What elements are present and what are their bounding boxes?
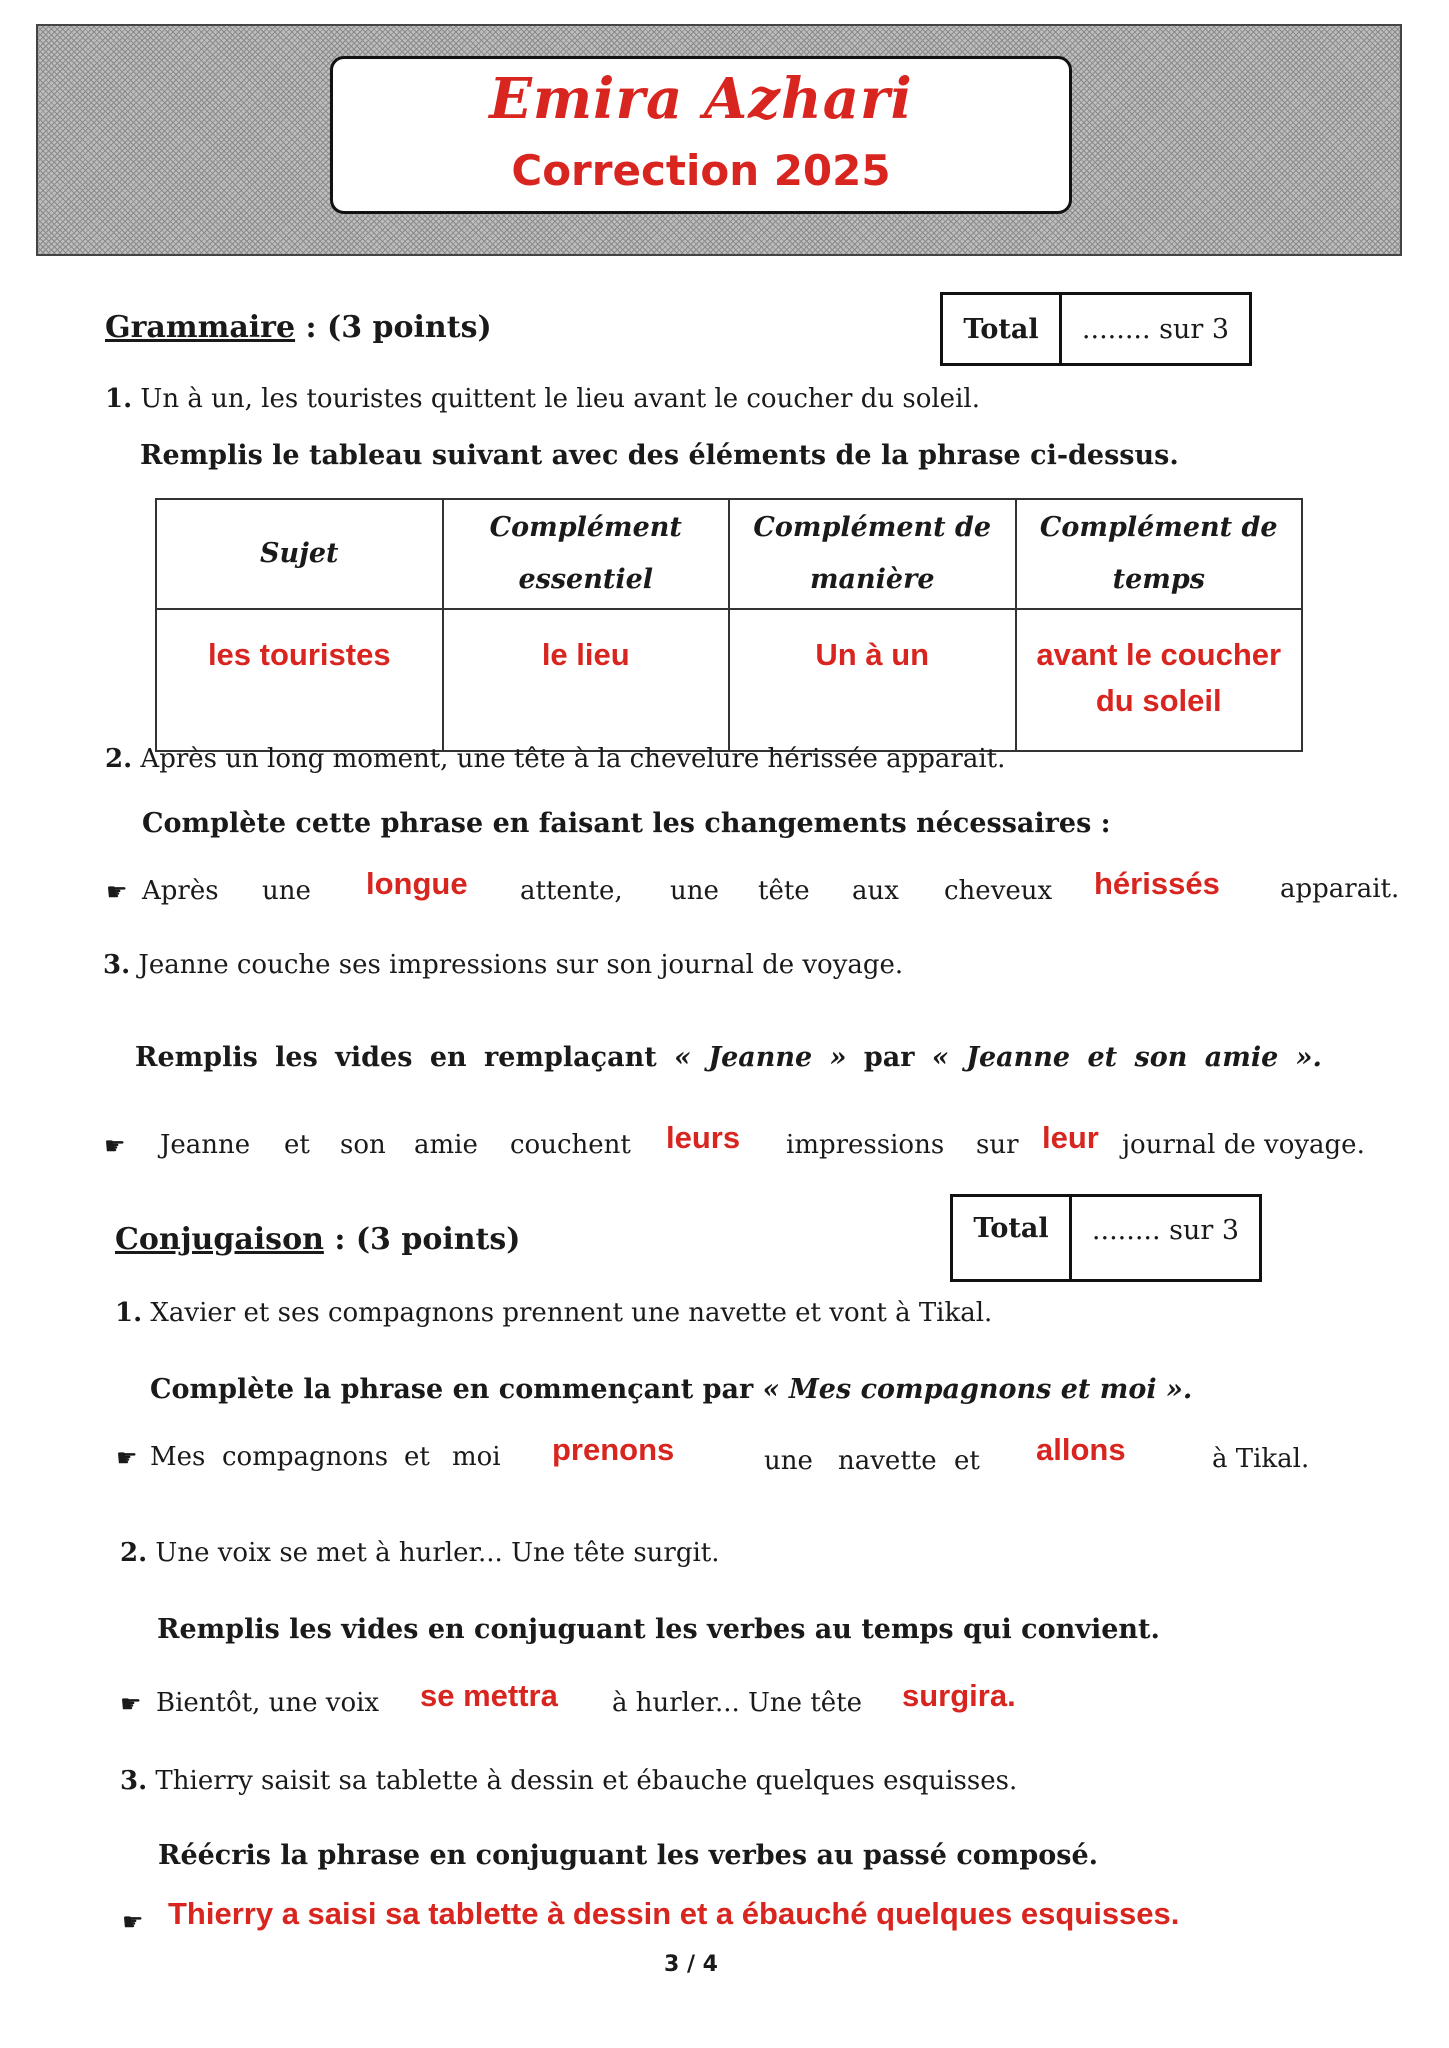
pointing-hand-icon: ☛ <box>122 1908 144 1936</box>
conjugaison-q2-sentence: 2. Une voix se met à hurler... Une tête surgit. <box>120 1538 720 1568</box>
word: et <box>404 1442 430 1472</box>
grammaire-q3-instruction: Remplis les vides en remplaçant « Jeanne » par « Jeanne et son amie ». <box>135 1042 1322 1073</box>
answer-sujet: les touristes <box>156 609 443 751</box>
grammaire-q1-instruction: Remplis le tableau suivant avec des éléments de la phrase ci-dessus. <box>140 440 1179 471</box>
conjugaison-total-box <box>950 1194 1262 1282</box>
total-value: ........ sur 3 <box>1091 1215 1240 1246</box>
word: Jeanne <box>160 1130 251 1160</box>
conjugaison-q1-sentence: 1. Xavier et ses compagnons prennent une navette et vont à Tikal. <box>115 1298 993 1328</box>
word: impressions <box>786 1130 945 1160</box>
answer-allons: allons <box>1036 1432 1126 1467</box>
pointing-hand-icon: ☛ <box>116 1444 138 1472</box>
word: couchent <box>510 1130 631 1160</box>
word: navette <box>838 1446 937 1476</box>
answer-se-mettra: se mettra <box>420 1678 558 1713</box>
word: aux <box>852 876 899 906</box>
answer-leurs: leurs <box>666 1120 741 1155</box>
grammar-table <box>155 498 1303 752</box>
pointing-hand-icon: ☛ <box>120 1690 142 1718</box>
word: sur <box>976 1130 1019 1160</box>
table-header-row <box>156 499 1302 609</box>
word: et <box>954 1446 980 1476</box>
conjugaison-q2-instruction: Remplis les vides en conjuguant les verbes au temps qui convient. <box>157 1614 1160 1645</box>
total-value: ........ sur 3 <box>1081 313 1230 345</box>
word: une <box>262 876 311 906</box>
word: compagnons <box>222 1442 389 1472</box>
word: journal de voyage. <box>1122 1130 1365 1160</box>
header-complement-maniere: Complément de manière <box>729 499 1016 609</box>
answer-passe-compose: Thierry a saisi sa tablette à dessin et a ébauché quelques esquisses. <box>168 1896 1180 1931</box>
conjugaison-title: Conjugaison : (3 points) <box>115 1222 521 1257</box>
answer-herisses: hérissés <box>1094 866 1220 901</box>
word: à hurler... Une tête <box>612 1688 862 1718</box>
word: attente, <box>520 876 623 906</box>
header-sujet: Sujet <box>156 499 443 609</box>
table-answer-row <box>156 609 1302 751</box>
answer-prenons: prenons <box>552 1432 675 1467</box>
conjugaison-q3-sentence: 3. Thierry saisit sa tablette à dessin et ébauche quelques esquisses. <box>120 1766 1018 1796</box>
word: apparait. <box>1280 874 1400 904</box>
word: Mes <box>150 1442 206 1472</box>
page-title: Correction 2025 <box>511 146 891 195</box>
page-number: 3 / 4 <box>664 1952 718 1977</box>
conjugaison-q3-instruction: Réécris la phrase en conjuguant les verbes au passé composé. <box>158 1840 1099 1871</box>
word: amie <box>414 1130 478 1160</box>
word: Après <box>142 876 219 906</box>
header-complement-essentiel: Complément essentiel <box>443 499 730 609</box>
answer-complement-temps: avant le coucher du soleil <box>1016 609 1303 751</box>
word: Bientôt, une voix <box>156 1688 380 1718</box>
word: cheveux <box>944 876 1053 906</box>
word: moi <box>452 1442 501 1472</box>
answer-complement-essentiel: le lieu <box>443 609 730 751</box>
grammaire-title: Grammaire : (3 points) <box>105 310 492 345</box>
pointing-hand-icon: ☛ <box>106 878 128 906</box>
answer-surgira: surgira. <box>902 1678 1016 1713</box>
word: une <box>764 1446 813 1476</box>
grammaire-total-box <box>940 292 1252 366</box>
word: tête <box>758 876 810 906</box>
grammaire-q1-sentence: 1. Un à un, les touristes quittent le lieu avant le coucher du soleil. <box>105 384 980 414</box>
answer-complement-maniere: Un à un <box>729 609 1016 751</box>
header-complement-temps: Complément de temps <box>1016 499 1303 609</box>
conjugaison-q1-instruction: Complète la phrase en commençant par « Mes compagnons et moi ». <box>150 1374 1193 1405</box>
total-label: Total <box>953 1197 1072 1279</box>
pointing-hand-icon: ☛ <box>104 1132 126 1160</box>
brand-logo: Emira Azhari <box>489 66 913 132</box>
word: et <box>284 1130 310 1160</box>
grammaire-q2-instruction: Complète cette phrase en faisant les changements nécessaires : <box>142 808 1111 839</box>
grammaire-q2-sentence: 2. Après un long moment, une tête à la chevelure hérissée apparait. <box>105 744 1006 774</box>
total-label: Total <box>943 295 1062 363</box>
answer-leur: leur <box>1042 1120 1099 1155</box>
word: son <box>340 1130 386 1160</box>
grammaire-q3-sentence: 3. Jeanne couche ses impressions sur son journal de voyage. <box>103 950 904 980</box>
answer-longue: longue <box>366 866 468 901</box>
word: à Tikal. <box>1212 1444 1310 1474</box>
word: une <box>670 876 719 906</box>
